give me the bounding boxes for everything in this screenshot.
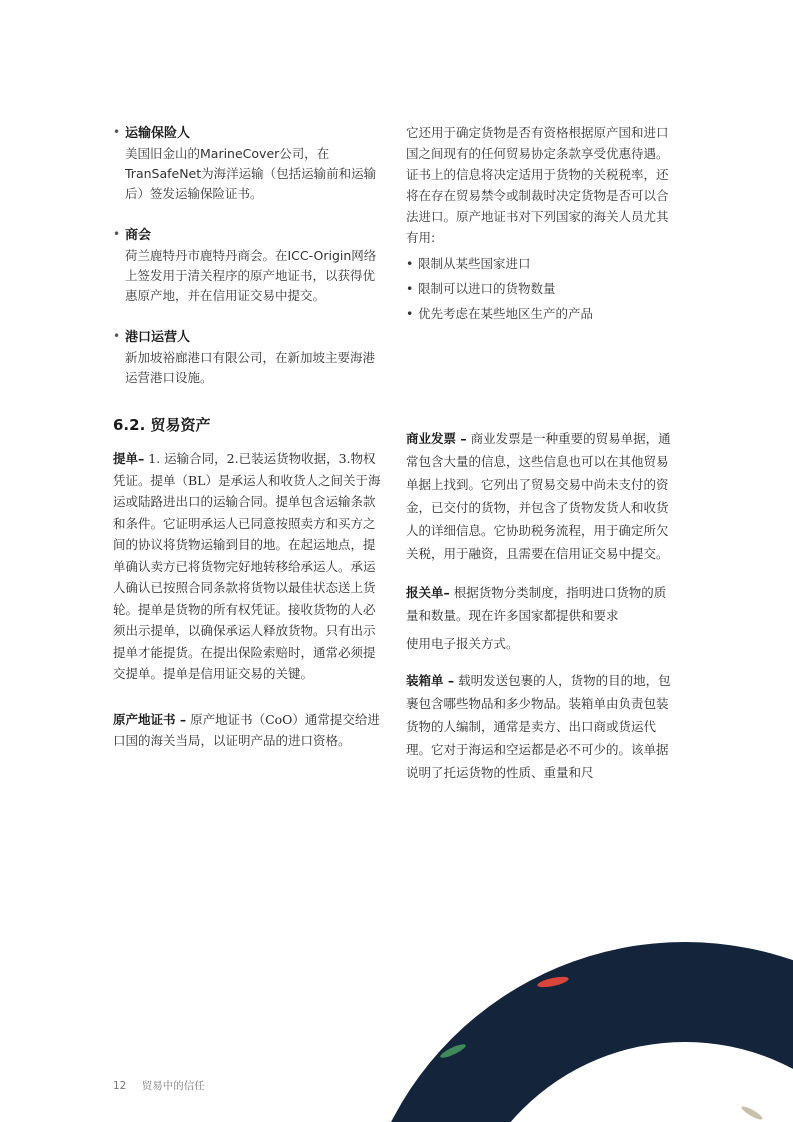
stakeholder-item [113, 328, 381, 388]
packing-list-lead: 装箱单 – [406, 672, 455, 688]
stakeholder-title: 港口运营人 [125, 330, 191, 345]
bullet-icon: • [406, 306, 414, 321]
page-number: 12 [113, 1080, 127, 1092]
bullet-icon: • [406, 281, 414, 296]
stakeholder-desc: 新加坡裕廊港口有限公司，在新加坡主要海港运营港口设施。 [125, 350, 376, 385]
bullet-icon: • [113, 329, 121, 343]
stakeholder-title: 商会 [125, 228, 152, 243]
invoice-paragraph [406, 427, 676, 565]
stakeholder-item [113, 124, 381, 204]
bill-of-lading-paragraph [113, 448, 383, 685]
footer-doc-title: 贸易中的信任 [141, 1080, 205, 1092]
customs-text: 根据货物分类制度，指明进口货物的质量和数量。现在许多国家都提供和要求 [406, 585, 667, 623]
coo-text: 原产地证书（CoO）通常提交给进口国的海关当局，以证明产品的进口资格。 [113, 711, 380, 748]
coo-usage-section [406, 122, 676, 329]
trade-assets-left [113, 448, 383, 766]
bullet-icon: • [406, 256, 414, 271]
customs-lead: 报关单– [406, 585, 450, 600]
customs-paragraph-continued: 使用电子报关方式。 [406, 636, 519, 651]
bill-of-lading-lead: 提单– [113, 451, 145, 466]
coo-paragraph [113, 709, 383, 752]
customs-paragraph [406, 581, 676, 627]
stakeholder-title: 运输保险人 [125, 126, 191, 141]
coo-lead: 原产地证书 – [113, 711, 187, 727]
stakeholder-desc: 美国旧金山的MarineCover公司，在TranSafeNet为海洋运输（包括运输前和运输后）签发运输保险证书。 [125, 146, 377, 201]
stakeholder-item [113, 226, 381, 306]
list-item-text: 优先考虑在某些地区生产的产品 [418, 306, 594, 321]
coo-usage-paragraph: 它还用于确定货物是否有资格根据原产国和进口国之间现有的任何贸易协定条款享受优惠待遇。证书上的信息将决定适用于货物的关税税率，还将在存在贸易禁令或制裁时决定货物是否可以合法进口。原产地证书对下列国家的海关人员尤其有用: [406, 125, 669, 245]
bill-of-lading-text: 1. 运输合同，2.已装运货物收据，3.物权凭证。提单（BL）是承运人和收货人之间关于海运或陆路进出口的运输合同。提单包含运输条款和条件。它证明承运人已同意按照卖方和买方之间的协议将货物运输到目的地。在起运地点，提单确认卖方已将货物完好地转移给承运人。承运人确认已按照合同条款将货物以最佳状态送上货轮。提单是货物的所有权凭证。接收货物的人必须出示提单，以确保承运人释放货物。只有出示提单才能提货。在提出保险索赔时，通常必须提交提单。提单是信用证交易的关键。 [113, 451, 381, 681]
list-item [406, 279, 676, 299]
section-title: 6.2. 贸易资产 [113, 416, 211, 434]
packing-list-paragraph [406, 669, 676, 784]
bullet-icon: • [113, 227, 121, 241]
invoice-text: 商业发票是一种重要的贸易单据，通常包含大量的信息，这些信息也可以在其他贸易单据上找到。它列出了贸易交易中尚未支付的资金，已交付的货物，并包含了货物发货人和收货人的详细信息。它协助税务流程，用于确定所欠关税，用于融资，且需要在信用证交易中提交。 [406, 431, 671, 561]
harbor-ring-image [340, 942, 793, 1122]
list-item-text: 限制可以进口的货物数量 [418, 281, 556, 296]
page-footer [113, 1078, 205, 1093]
invoice-lead: 商业发票 – [406, 431, 467, 446]
stakeholder-desc: 荷兰鹿特丹市鹿特丹商会。在ICC-Origin网络上签发用于清关程序的原产地证书，以获得优惠原产地，并在信用证交易中提交。 [125, 248, 377, 303]
list-item [406, 304, 676, 324]
list-item-text: 限制从某些国家进口 [418, 256, 531, 271]
coo-usage-list [406, 254, 676, 324]
packing-list-text: 载明发送包裹的人，货物的目的地，包裹包含哪些物品和多少物品。装箱单由负责包装货物的人编制，通常是卖方、出口商或货运代理。它对于海运和空运都是必不可少的。该单据说明了托运货物的性质、重量和尺 [406, 672, 671, 780]
trade-assets-right [406, 427, 676, 798]
bullet-icon: • [113, 125, 121, 139]
list-item [406, 254, 676, 274]
stakeholder-list [113, 124, 381, 410]
